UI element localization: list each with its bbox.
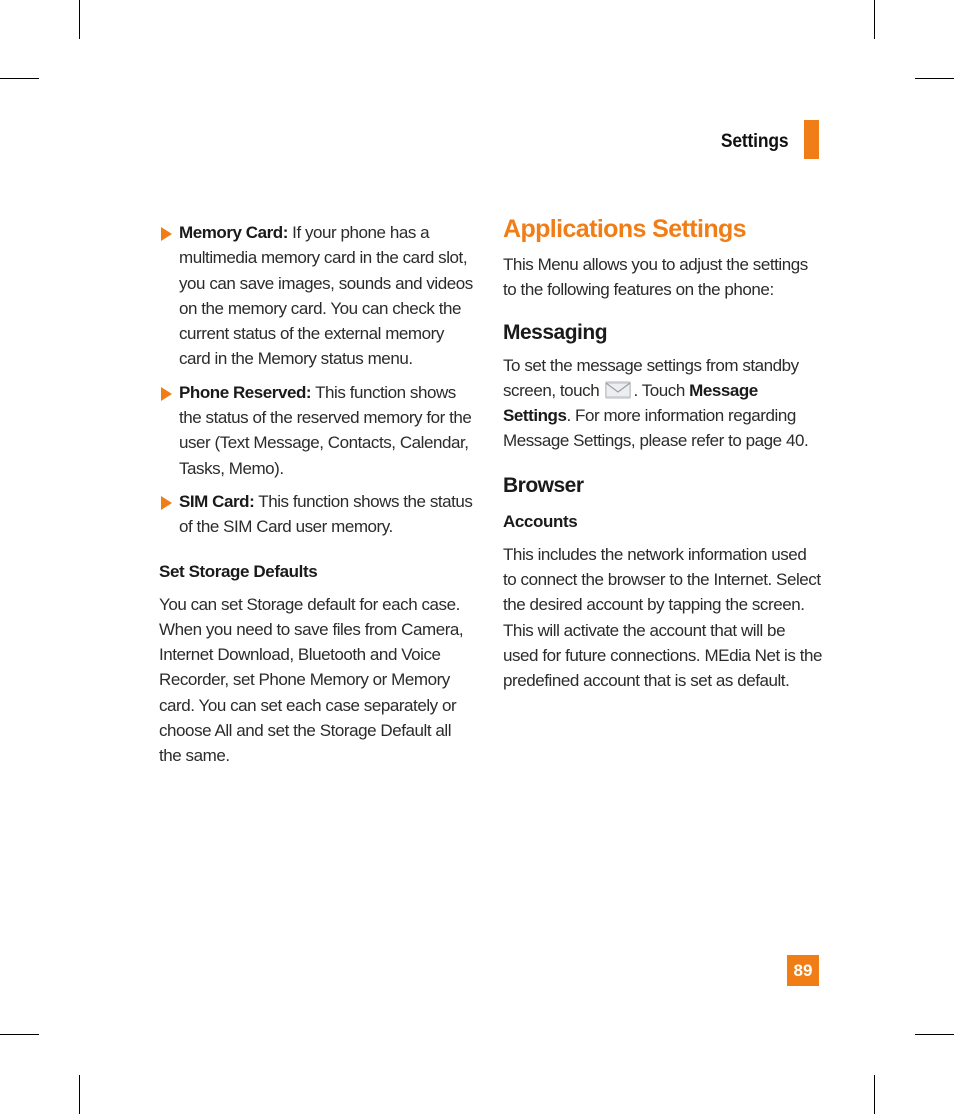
- accounts-body: This includes the network information used to connect the browser to the Internet. Select the desired account by tapping the screen. This will activate the account that will be used for future connections. MEdia Net is the predefined account that is set as default.: [503, 544, 822, 691]
- bullet-term: Memory Card:: [179, 223, 288, 242]
- page-title: Applications Settings: [503, 215, 746, 243]
- crop-mark: [874, 0, 875, 39]
- envelope-icon: [605, 381, 631, 399]
- bullet-arrow-icon: [161, 227, 172, 241]
- bullet-text: If your phone has a multimedia memory card in the card slot, you can save images, sounds and videos on the memory card. You can check the current status of the external memory card in the Memory status menu.: [179, 223, 473, 369]
- browser-heading: Browser: [503, 473, 584, 497]
- crop-mark: [79, 0, 80, 39]
- storage-body: You can set Storage default for each case. When you need to save files from Camera, Internet Download, Bluetooth and Voice Recorder, set Phone Memory or Memory card. You can set each case separately or choose All and set the Storage Default all the same.: [159, 594, 464, 766]
- bullet-item-phone-reserved: [159, 380, 477, 481]
- messaging-text-3: . For more information regarding Message Settings, please refer to page 40.: [503, 406, 809, 451]
- crop-mark: [0, 78, 39, 79]
- crop-mark: [915, 1034, 954, 1035]
- crop-mark: [874, 1075, 875, 1114]
- bullet-arrow-icon: [161, 496, 172, 510]
- bullet-text: This function shows the status of the SIM Card user memory.: [179, 491, 473, 537]
- storage-heading: Set Storage Defaults: [159, 561, 318, 581]
- left-column: [159, 220, 477, 769]
- right-column: [503, 215, 823, 694]
- bullet-item-memory-card: [159, 220, 477, 372]
- section-accent-bar: [804, 120, 819, 159]
- messaging-body: [503, 353, 823, 454]
- bullet-term: Phone Reserved:: [179, 382, 312, 402]
- page-number: 89: [787, 955, 819, 986]
- crop-mark: [79, 1075, 80, 1114]
- bullet-arrow-icon: [161, 387, 172, 401]
- intro-text: This Menu allows you to adjust the settings to the following features on the phone:: [503, 255, 808, 300]
- bullet-item-sim-card: [159, 489, 477, 540]
- crop-mark: [915, 78, 954, 79]
- messaging-heading: Messaging: [503, 320, 608, 344]
- section-title: Settings: [720, 131, 788, 152]
- messaging-text-2: . Touch: [633, 380, 690, 400]
- message-settings-term: Message Settings: [503, 380, 758, 426]
- bullet-text: This function shows the status of the reserved memory for the user (Text Message, Contacts, Calendar, Tasks, Memo).: [179, 382, 472, 478]
- bullet-term: SIM Card:: [179, 491, 255, 511]
- accounts-heading: Accounts: [503, 511, 578, 531]
- crop-mark: [0, 1034, 39, 1035]
- messaging-text-1: To set the message settings from standby screen, touch: [503, 355, 799, 400]
